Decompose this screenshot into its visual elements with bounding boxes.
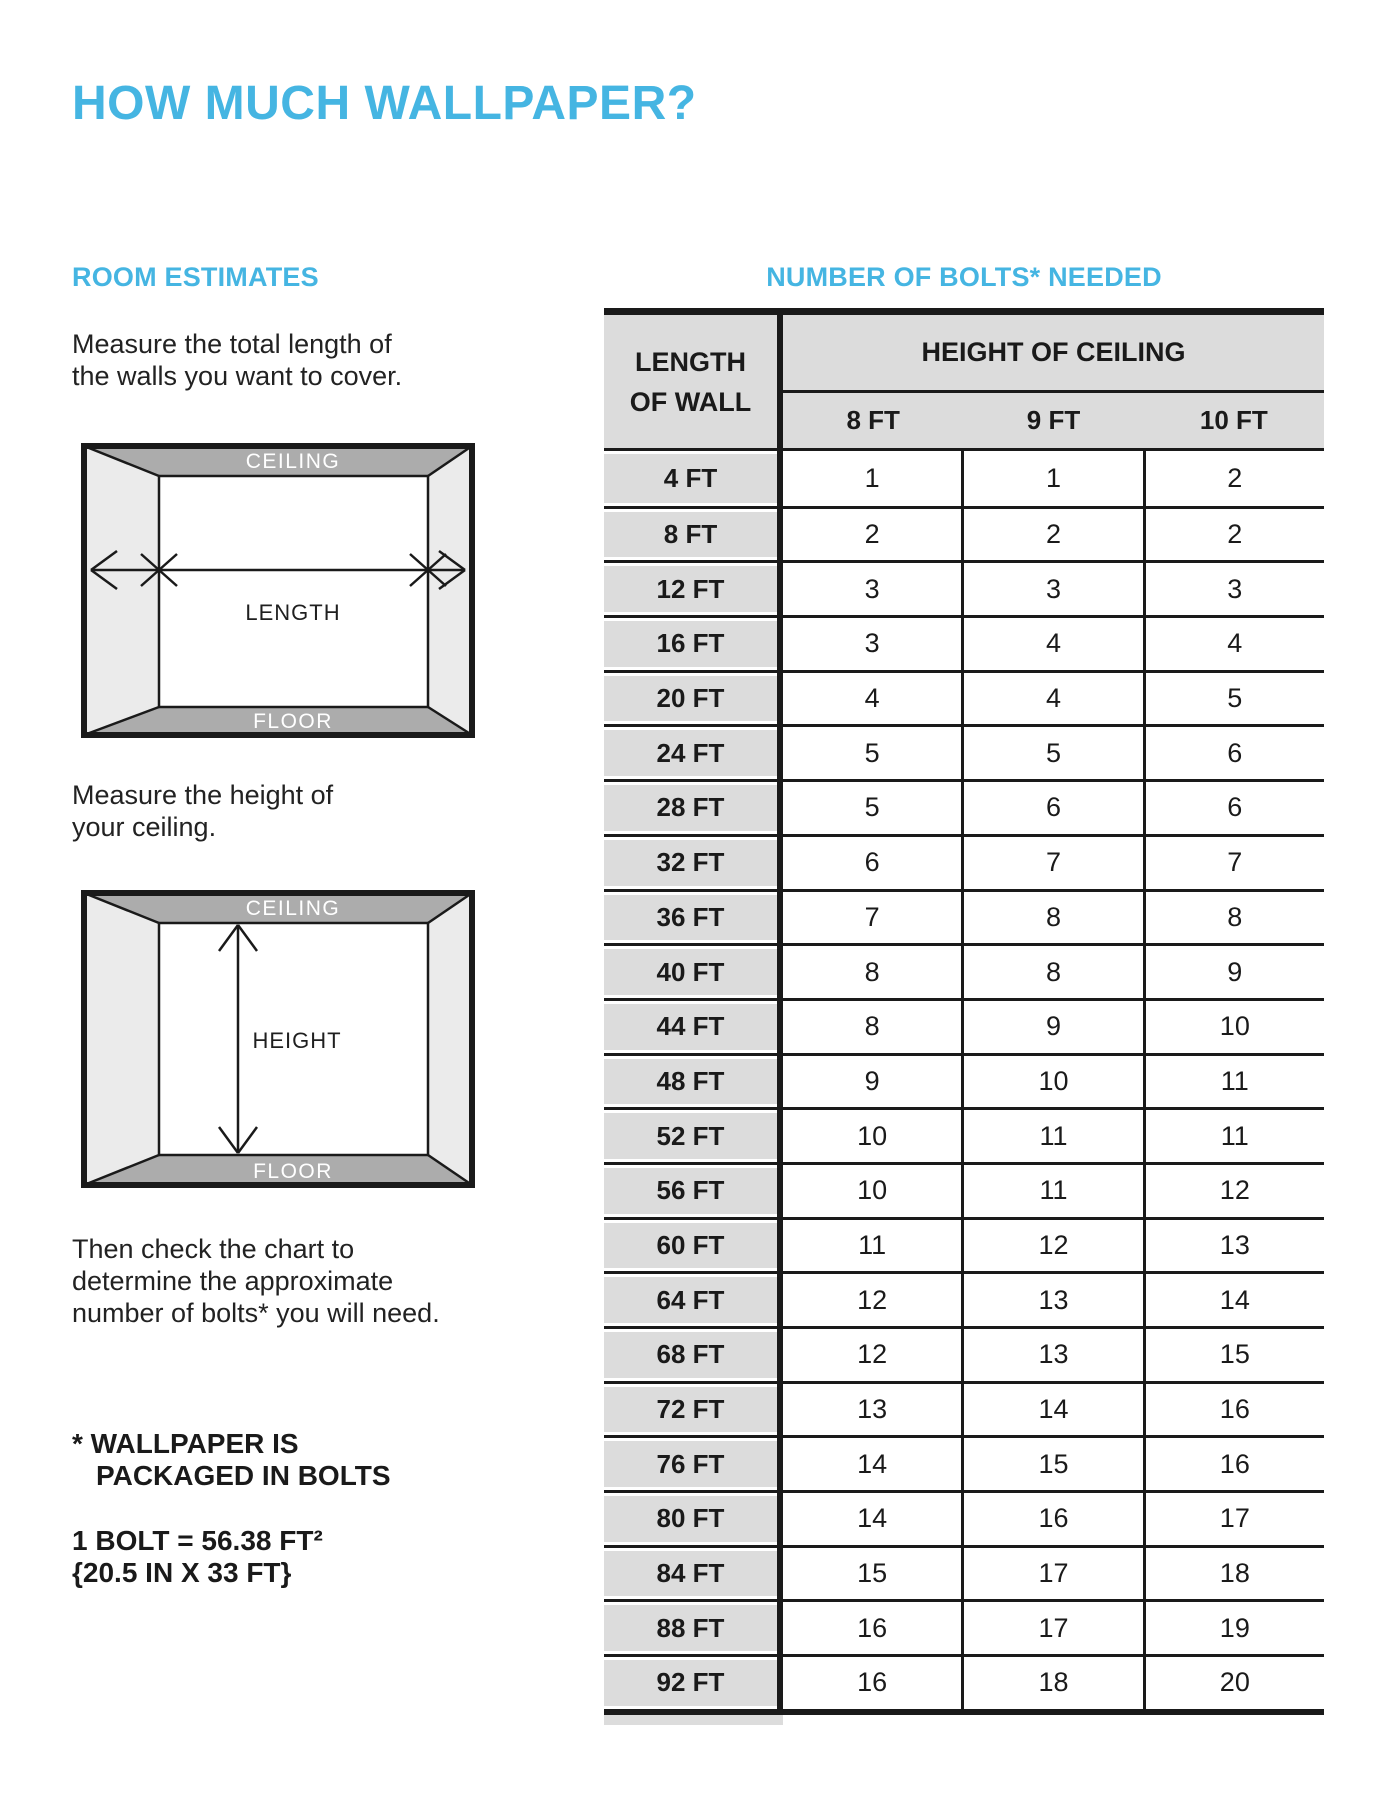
instruction-length-text [72, 328, 402, 392]
bolts-value-cell: 7 [961, 837, 1142, 889]
bolts-value-cell: 14 [783, 1493, 961, 1545]
wall-length-cell: 64 FT [604, 1274, 783, 1326]
length-of-wall-header [604, 315, 783, 448]
bolts-value-cell: 6 [961, 782, 1142, 834]
bolts-value-cell: 8 [783, 1001, 961, 1053]
table-footer-stub [604, 1715, 783, 1725]
table-row [604, 1053, 1324, 1108]
bolts-value-cell: 6 [783, 837, 961, 889]
bolts-value-cell: 15 [783, 1548, 961, 1600]
room-length-illustration [81, 443, 475, 738]
table-row [604, 943, 1324, 998]
wall-length-cell: 80 FT [604, 1493, 783, 1545]
bolts-value-cell: 13 [783, 1384, 961, 1436]
bolts-value-cell: 3 [783, 618, 961, 670]
wall-length-cell: 60 FT [604, 1220, 783, 1272]
bolt-size-info [72, 1525, 323, 1589]
table-row [604, 1107, 1324, 1162]
bolts-value-cell: 11 [1143, 1056, 1324, 1108]
table-row [604, 1326, 1324, 1381]
instruction-chart-text [72, 1233, 440, 1329]
table-row [604, 1599, 1324, 1654]
bolts-value-cell: 13 [961, 1329, 1142, 1381]
ceiling-label: CEILING [245, 450, 341, 473]
text-line: {20.5 IN X 33 FT} [72, 1557, 292, 1588]
ceiling-header-group [783, 315, 1324, 448]
wall-length-cell: 68 FT [604, 1329, 783, 1381]
bolts-value-cell: 11 [961, 1165, 1142, 1217]
room-length-diagram [81, 443, 475, 738]
bolts-value-cell: 18 [1143, 1548, 1324, 1600]
table-row [604, 998, 1324, 1053]
table-row [604, 560, 1324, 615]
wall-length-cell: 16 FT [604, 618, 783, 670]
bolts-value-cell: 10 [783, 1165, 961, 1217]
bolts-value-cell: 12 [1143, 1165, 1324, 1217]
bolts-value-cell: 6 [1143, 727, 1324, 779]
text-line: number of bolts* you will need. [72, 1298, 440, 1328]
table-row [604, 506, 1324, 561]
table-row [604, 1435, 1324, 1490]
table-row [604, 1162, 1324, 1217]
table-row [604, 615, 1324, 670]
text-line: your ceiling. [72, 812, 217, 842]
bolts-value-cell: 2 [1143, 451, 1324, 506]
bolt-table-body [604, 448, 1324, 1709]
bolts-value-cell: 7 [1143, 837, 1324, 889]
text-line: Measure the total length of [72, 329, 392, 359]
ceiling-label: CEILING [245, 897, 341, 920]
bolts-value-cell: 17 [1143, 1493, 1324, 1545]
bolts-value-cell: 10 [783, 1110, 961, 1162]
table-row [604, 1271, 1324, 1326]
bolts-value-cell: 10 [1143, 1001, 1324, 1053]
room-height-illustration [81, 890, 475, 1188]
table-header [604, 315, 1324, 448]
table-row [604, 834, 1324, 889]
table-row [604, 670, 1324, 725]
wall-length-cell: 76 FT [604, 1438, 783, 1490]
bolts-value-cell: 1 [961, 451, 1142, 506]
wall-length-cell: 88 FT [604, 1602, 783, 1654]
wall-length-cell: 24 FT [604, 727, 783, 779]
text-line: Then check the chart to [72, 1234, 355, 1264]
bolts-value-cell: 11 [1143, 1110, 1324, 1162]
wall-length-cell: 12 FT [604, 563, 783, 615]
back-wall [159, 476, 428, 707]
bolts-value-cell: 13 [961, 1274, 1142, 1326]
table-row [604, 451, 1324, 506]
bolts-value-cell: 2 [783, 509, 961, 561]
bolts-value-cell: 1 [783, 451, 961, 506]
wall-length-cell: 72 FT [604, 1384, 783, 1436]
room-estimates-heading: ROOM ESTIMATES [72, 262, 319, 292]
table-row [604, 1654, 1324, 1709]
bolts-value-cell: 7 [783, 892, 961, 944]
bolts-value-cell: 12 [961, 1220, 1142, 1272]
bolts-value-cell: 12 [783, 1274, 961, 1326]
instruction-height-text [72, 779, 333, 843]
text-line: Measure the height of [72, 780, 334, 810]
table-row [604, 779, 1324, 834]
bolts-value-cell: 13 [1143, 1220, 1324, 1272]
bolts-value-cell: 11 [961, 1110, 1142, 1162]
bolts-value-cell: 15 [1143, 1329, 1324, 1381]
wall-length-cell: 4 FT [604, 451, 783, 506]
text-line: LENGTH [635, 346, 746, 377]
table-row [604, 1545, 1324, 1600]
bolts-value-cell: 3 [783, 563, 961, 615]
table-row [604, 1217, 1324, 1272]
wall-length-cell: 32 FT [604, 837, 783, 889]
wall-length-cell: 92 FT [604, 1657, 783, 1709]
bolts-value-cell: 15 [961, 1438, 1142, 1490]
bolts-value-cell: 5 [961, 727, 1142, 779]
bolts-value-cell: 2 [961, 509, 1142, 561]
bolts-value-cell: 16 [1143, 1438, 1324, 1490]
bolts-value-cell: 4 [783, 673, 961, 725]
wallpaper-bolts-note [72, 1428, 391, 1492]
text-line: determine the approximate [72, 1266, 394, 1296]
bolts-value-cell: 3 [1143, 563, 1324, 615]
bolts-value-cell: 12 [783, 1329, 961, 1381]
bolts-value-cell: 4 [961, 673, 1142, 725]
table-row [604, 1381, 1324, 1436]
wall-length-cell: 8 FT [604, 509, 783, 561]
wall-length-cell: 40 FT [604, 946, 783, 998]
bolts-value-cell: 16 [1143, 1384, 1324, 1436]
bolts-value-cell: 20 [1143, 1657, 1324, 1709]
floor-label: FLOOR [253, 1160, 333, 1183]
bolts-value-cell: 14 [1143, 1274, 1324, 1326]
text-line: * WALLPAPER IS [72, 1428, 299, 1459]
table-row [604, 889, 1324, 944]
bolts-value-cell: 16 [961, 1493, 1142, 1545]
bolts-value-cell: 8 [783, 946, 961, 998]
bolts-value-cell: 8 [961, 946, 1142, 998]
bolts-value-cell: 19 [1143, 1602, 1324, 1654]
bolts-value-cell: 10 [961, 1056, 1142, 1108]
length-label: LENGTH [245, 600, 341, 625]
table-row [604, 1490, 1324, 1545]
text-line: OF WALL [629, 386, 752, 417]
room-height-diagram [81, 890, 475, 1188]
bolts-value-cell: 5 [1143, 673, 1324, 725]
wall-length-cell: 48 FT [604, 1056, 783, 1108]
bolts-value-cell: 16 [783, 1602, 961, 1654]
bolts-value-cell: 6 [1143, 782, 1324, 834]
bolts-value-cell: 4 [1143, 618, 1324, 670]
bolts-value-cell: 14 [961, 1384, 1142, 1436]
bolts-value-cell: 4 [961, 618, 1142, 670]
bolts-value-cell: 16 [783, 1657, 961, 1709]
bolts-value-cell: 5 [783, 727, 961, 779]
wall-length-cell: 36 FT [604, 892, 783, 944]
bolts-value-cell: 8 [961, 892, 1142, 944]
floor-label: FLOOR [253, 710, 333, 733]
column-header-9ft: 9 FT [1026, 405, 1081, 435]
wall-length-cell: 20 FT [604, 673, 783, 725]
bolts-needed-heading: NUMBER OF BOLTS* NEEDED [766, 262, 1162, 292]
wall-length-cell: 28 FT [604, 782, 783, 834]
height-of-ceiling-header: HEIGHT OF CEILING [783, 315, 1324, 393]
bolts-value-cell: 17 [961, 1602, 1142, 1654]
wall-length-cell: 84 FT [604, 1548, 783, 1600]
bolts-value-cell: 14 [783, 1438, 961, 1490]
bolts-value-cell: 9 [1143, 946, 1324, 998]
wall-length-cell: 44 FT [604, 1001, 783, 1053]
bolts-value-cell: 17 [961, 1548, 1142, 1600]
bolts-value-cell: 18 [961, 1657, 1142, 1709]
bolts-value-cell: 3 [961, 563, 1142, 615]
height-label: HEIGHT [252, 1028, 342, 1053]
bolts-value-cell: 2 [1143, 509, 1324, 561]
column-header-8ft: 8 FT [846, 405, 900, 435]
ceiling-height-subheaders [783, 393, 1324, 448]
text-line: 1 BOLT = 56.38 FT² [72, 1525, 323, 1556]
text-line: PACKAGED IN BOLTS [96, 1460, 391, 1491]
table-top-border [604, 308, 1324, 315]
wall-length-cell: 52 FT [604, 1110, 783, 1162]
bolts-value-cell: 9 [961, 1001, 1142, 1053]
bolts-value-cell: 8 [1143, 892, 1324, 944]
column-header-10ft: 10 FT [1199, 405, 1268, 435]
page-title: HOW MUCH WALLPAPER? [72, 77, 697, 130]
text-line: the walls you want to cover. [72, 361, 403, 391]
wall-length-cell: 56 FT [604, 1165, 783, 1217]
bolts-value-cell: 11 [783, 1220, 961, 1272]
bolts-table [604, 308, 1324, 1725]
bolts-value-cell: 5 [783, 782, 961, 834]
table-row [604, 724, 1324, 779]
bolts-value-cell: 9 [783, 1056, 961, 1108]
